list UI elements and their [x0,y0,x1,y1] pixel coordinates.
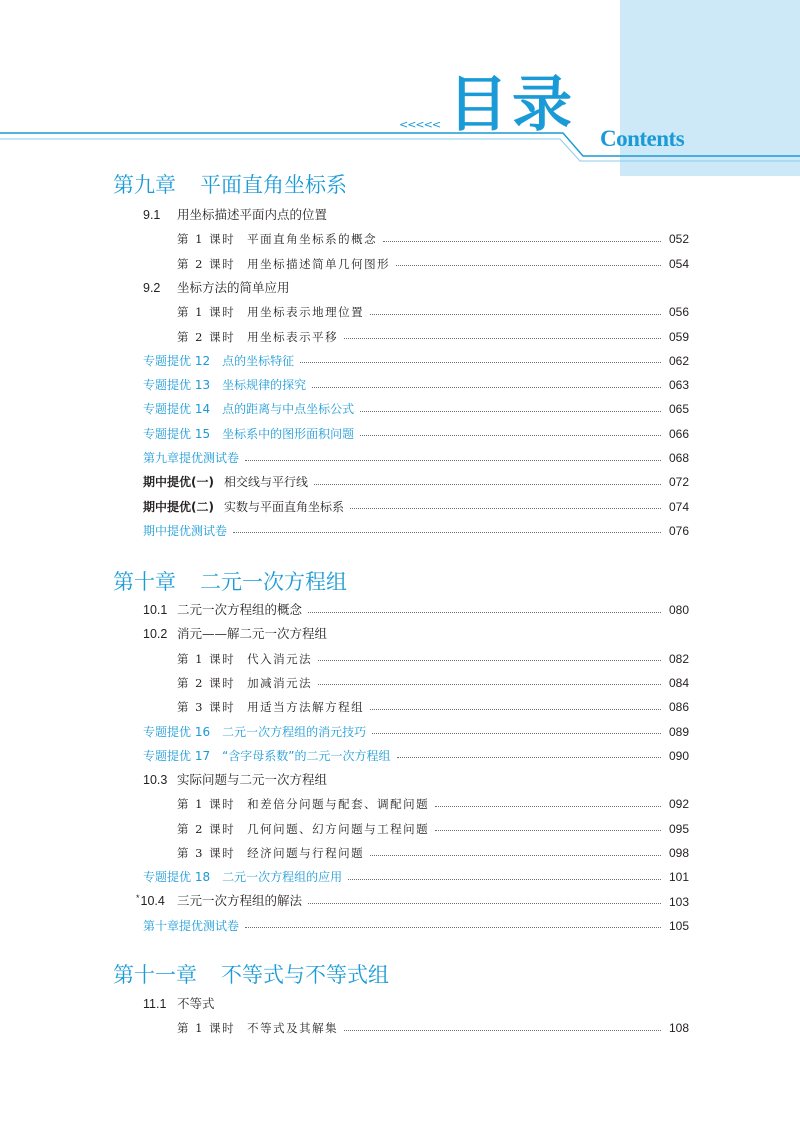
toc-entry-lesson[interactable] [177,229,689,249]
page-subtitle: Contents [600,126,685,151]
chapter-name: 二元一次方程组 [200,570,347,594]
toc-entry-lesson[interactable] [177,649,689,669]
lesson-number: 第 1 课时 [177,1021,236,1036]
toc-entry-section[interactable] [143,278,290,298]
page-number: 086 [668,700,689,715]
lesson-number: 第 3 课时 [177,846,236,860]
toc-entry-special[interactable] [143,867,689,887]
entry-title: 平面直角坐标系的概念 [247,232,378,247]
toc-entry-lesson[interactable] [177,819,689,839]
section-number: 10.3 [143,773,168,788]
section-number: *10.4 [136,893,165,909]
entry-title: 坐标规律的探究 [222,378,307,393]
chapter-number: 第十章 [113,570,176,594]
entry-label [143,497,344,517]
entry-label [143,424,354,444]
dot-leader [360,411,661,412]
toc-entry-lesson[interactable] [177,843,689,863]
page-number: 082 [668,651,689,666]
entry-title: 实数与平面直角坐标系 [223,499,344,514]
entry-title: 加减消元法 [247,675,313,690]
dot-leader [360,435,661,436]
lesson-number: 第 3 课时 [177,700,236,715]
entry-title: 几何问题、幻方问题与工程问题 [247,821,430,836]
midterm-number: 期中提优(二) [143,499,214,514]
dot-leader [370,709,661,710]
toc-entry-section[interactable] [143,624,327,644]
topic-number: 专题提优 13 [143,378,211,393]
entry-title: 不等式及其解集 [247,1021,339,1036]
lesson-number: 第 2 课时 [177,675,236,690]
dot-leader [312,387,661,388]
entry-label [177,1018,338,1038]
page-number: 054 [668,256,689,271]
page-number: 090 [668,748,689,763]
page-number: 068 [668,451,689,465]
dot-leader [233,532,661,533]
midterm-number: 期中提优(一) [143,475,214,490]
dot-leader [372,733,661,734]
dot-leader [314,484,661,485]
toc-entry-special[interactable] [143,399,689,419]
section-number: 9.2 [143,280,161,295]
lesson-number: 第 1 课时 [177,651,236,666]
dot-leader [435,830,661,831]
entry-title: 用坐标表示地理位置 [247,305,365,320]
topic-number: 专题提优 12 [143,353,211,368]
entry-label [143,375,306,395]
page-number: 105 [668,918,689,933]
entry-title: 第九章提优测试卷 [143,451,240,465]
toc-entry-special[interactable] [143,722,689,742]
entry-label [143,624,327,644]
page-number: 095 [668,821,689,836]
page-number: 076 [668,523,689,538]
entry-title: 用坐标描述简单几何图形 [247,256,391,271]
toc-entry-section[interactable] [143,600,689,620]
toc-entry-lesson[interactable] [177,794,689,814]
dot-leader [308,612,661,613]
page-number: 074 [668,499,689,514]
toc-entry-special[interactable] [143,375,689,395]
entry-label [136,891,302,912]
chapter-name: 平面直角坐标系 [200,173,347,197]
topic-number: 专题提优 15 [143,426,211,441]
entry-title: 三元一次方程组的解法 [177,893,303,909]
chapter-number: 第十一章 [113,963,197,987]
page-number: 066 [668,426,689,441]
toc-entry-section[interactable] [143,205,327,225]
entry-title: 二元一次方程组的消元技巧 [222,724,367,739]
entry-label [177,229,377,249]
entry-title: 和差倍分问题与配套、调配问题 [247,797,430,812]
dot-leader [318,660,661,661]
entry-label [143,472,308,492]
toc-entry-special[interactable] [143,424,689,444]
entry-label [177,697,364,717]
lesson-number: 第 1 课时 [177,305,236,320]
dot-leader [397,757,661,758]
dot-leader [348,879,661,880]
entry-title: 经济问题与行程问题 [247,846,365,860]
entry-label [143,994,215,1014]
toc-entry-test[interactable] [143,521,689,541]
page-number: 056 [668,305,689,320]
entry-label [143,722,366,742]
entry-title: 用适当方法解方程组 [247,700,365,715]
topic-number: 专题提优 17 [143,748,211,763]
entry-title: 坐标系中的图形面积问题 [222,426,355,441]
entry-title: 代入消元法 [247,651,313,666]
toc-entry-lesson[interactable] [177,302,689,322]
page-title: 目录 [448,70,576,140]
page-number: 059 [668,329,689,344]
toc-entry-lesson[interactable] [177,254,689,274]
entry-title: 用坐标描述平面内点的位置 [177,207,328,222]
toc-entry-mid[interactable] [143,497,689,517]
toc-entry-lesson[interactable] [177,327,689,347]
lesson-number: 第 2 课时 [177,256,236,271]
dot-leader [370,314,661,315]
dot-leader [344,1030,661,1031]
entry-label [143,746,391,766]
toc-entry-section[interactable] [143,770,327,790]
page-number: 052 [668,232,689,247]
entry-label [143,448,239,468]
chapter-heading [113,570,347,594]
entry-label [177,254,390,274]
dot-leader [318,684,661,685]
entry-label [177,302,364,322]
entry-label [177,327,338,347]
entry-title: 相交线与平行线 [223,475,308,490]
page-number: 103 [668,894,689,909]
entry-title: 点的距离与中点坐标公式 [222,402,355,417]
entry-label [143,916,239,936]
entry-label [143,600,302,620]
entry-title: 点的坐标特征 [222,353,295,368]
lesson-number: 第 2 课时 [177,329,236,344]
toc-entry-test[interactable] [143,916,689,936]
dot-leader [245,460,661,461]
toc-entry-lesson[interactable] [177,673,689,693]
entry-label [143,521,227,541]
optional-mark: * [136,893,140,904]
entry-title: 二元一次方程组的概念 [177,602,303,617]
toc-entry-test[interactable] [143,448,689,468]
lesson-number: 第 2 课时 [177,821,236,836]
dot-leader [396,265,661,266]
entry-title: 坐标方法的简单应用 [177,279,290,295]
toc-entry-mid[interactable] [143,472,689,492]
entry-label [143,399,354,419]
entry-title: 实际问题与二元一次方程组 [177,772,328,788]
lesson-number: 第 1 课时 [177,232,236,247]
section-number: 10.1 [143,603,168,617]
page-number: 065 [668,402,689,417]
lesson-number: 第 1 课时 [177,797,236,812]
page-number: 092 [668,797,689,812]
entry-title: 用坐标表示平移 [247,329,339,344]
section-number: 11.1 [143,997,167,1011]
chapter-heading [113,173,347,197]
page-number: 063 [668,378,689,393]
toc-entry-special[interactable] [143,351,689,371]
dot-leader [344,338,661,339]
entry-label [143,351,294,371]
entry-title: 二元一次方程组的应用 [222,870,343,885]
toc-entry-lesson[interactable] [177,697,689,717]
section-number: 9.1 [143,208,161,222]
chapter-name: 不等式与不等式组 [221,963,389,987]
chapter-heading [113,963,389,987]
entry-title: 期中提优测试卷 [143,523,228,538]
dot-leader [245,927,661,928]
entry-label [177,819,429,839]
page-number: 108 [668,1021,689,1036]
page-number: 098 [668,846,689,860]
entry-label [143,770,327,790]
entry-label [143,278,290,298]
entry-title: 不等式 [177,996,215,1011]
dot-leader [308,903,661,904]
dot-leader [370,855,661,856]
entry-label [143,867,342,887]
toc-entry-lesson[interactable] [177,1018,689,1038]
page-number: 089 [668,724,689,739]
page-number: 072 [668,475,689,490]
toc-entry-section[interactable] [136,892,689,912]
entry-label [177,649,312,669]
toc-entry-section[interactable] [143,994,215,1014]
page-number: 080 [668,603,689,617]
dot-leader [350,508,661,509]
entry-label [177,843,364,863]
toc-entry-special[interactable] [143,746,689,766]
entry-label [143,205,327,225]
page-number: 101 [668,870,689,885]
entry-title: 第十章提优测试卷 [143,918,240,933]
topic-number: 专题提优 18 [143,870,211,885]
page-number: 084 [668,675,689,690]
page-number: 062 [668,353,689,368]
dot-leader [300,362,661,363]
chapter-number: 第九章 [113,173,176,197]
topic-number: 专题提优 14 [143,402,211,417]
header-arrows: <<<<< [399,118,441,131]
entry-title: 消元——解二元一次方程组 [177,626,328,642]
entry-label [177,673,312,693]
dot-leader [383,241,661,242]
topic-number: 专题提优 16 [143,724,211,739]
section-number: 10.2 [143,627,168,642]
entry-title: “含字母系数”的二元一次方程组 [222,748,391,763]
entry-label [177,794,429,814]
dot-leader [435,806,661,807]
